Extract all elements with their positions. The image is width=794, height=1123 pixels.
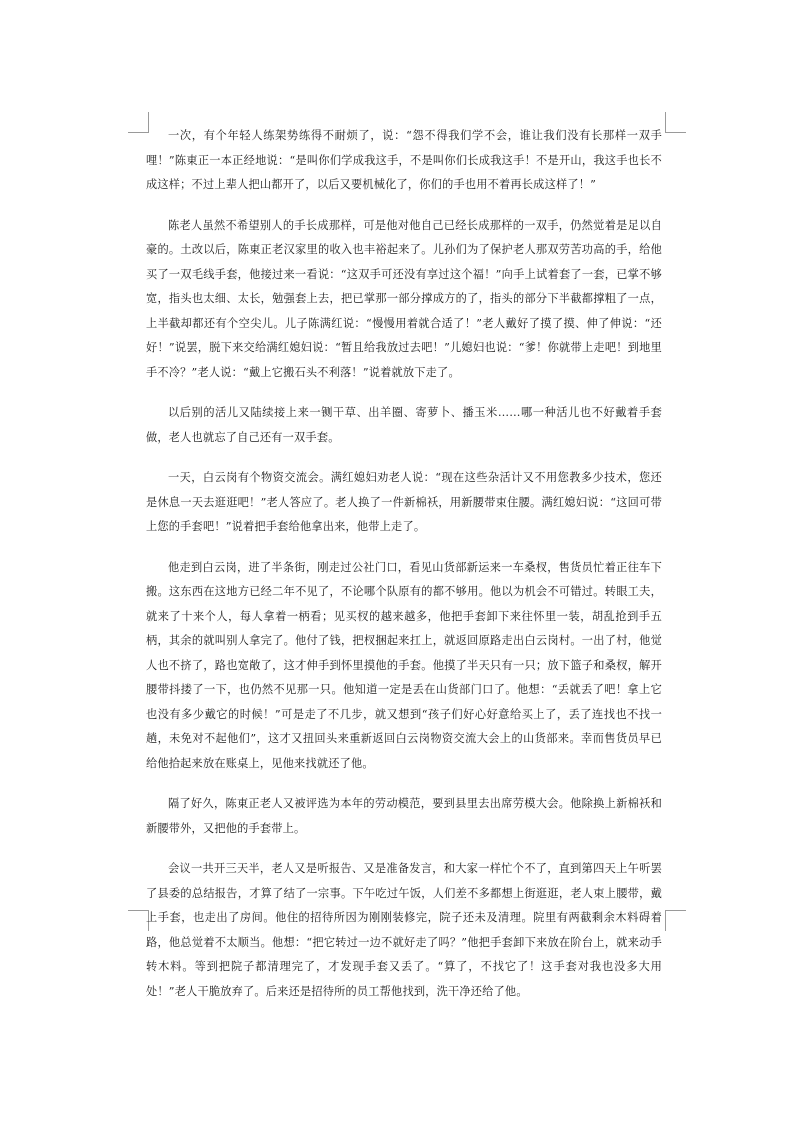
body-text bbox=[146, 124, 662, 1020]
paragraph-1: 一次，有个年轻人练架势练得不耐烦了，说：“怨不得我们学不会，谁让我们没有长那样一双手哩！”陈東正一本正经地说：“是叫你们学成我这手，不是叫你们长成我这手！不是开山，我这手也长不成这样；不过上辈人把山都开了，以后又要机械化了，你们的手也用不着再长成这样了！” bbox=[146, 129, 662, 191]
paragraph-2: 陈老人虽然不希望别人的手长成那样，可是他对他自己已经长成那样的一双手，仍然觉着是足以自豪的。土改以后，陈東正老汉家里的收入也丰裕起来了。儿孙们为了保护老人那双劳苦功高的手，给他买了一双毛线手套，他接过来一看说：“这双手可还没有享过这个福！”向手上试着套了一套，已掌不够宽，指头也太细、太长，勉强套上去，把已掌那一部分撑成方的了，指头的部分下半截都撑粗了一点，上半截却都还有个空尖儿。儿子陈满红说：“慢慢用着就合适了！”老人戴好了摸了摸、伸了伸说：“还好！”说罢，脱下来交给满红媳妇说：“暂且给我放过去吧！”儿媳妇也说：“爹！你就带上走吧！到地里手不冷？”老人说：“戴上它搬石头不利落！”说着就放下走了。 bbox=[146, 218, 662, 379]
paragraph-5: 他走到白云岗，进了半条街，刚走过公社门口，看见山货部新运来一车桑杈，售货员忙着正往车下搬。这东西在这地方已经二年不见了，不论哪个队原有的都不够用。他以为机会不可错过。转眼工夫，就来了十来个人，每人拿着一柄看；见买杈的越来越多，他把手套卸下来往怀里一装，胡乱抢到手五柄，其余的就叫别人拿完了。他付了钱，把杈捆起来扛上，就返回原路走出白云岗村。一出了村，他觉人也不挤了，路也宽敞了，这才伸手到怀里摸他的手套。他摸了半天只有一只；放下篮子和桑杈，解开腰带抖搂了一下，也仍然不见那一只。他知道一定是丢在山货部门口了。他想：“丢就丢了吧！拿上它也没有多少戴它的时候！”可是走了不几步，就又想到“孩子们好心好意给买上了，丢了连找也不找一趟，未免对不起他们”，这才又扭回头来重新返回白云岗物资交流大会上的山货部来。幸而售货员早已给他拾起来放在账桌上，见他来找就还了他。 bbox=[146, 560, 662, 770]
paragraph-4: 一天，白云岗有个物资交流会。满红媳妇劝老人说：“现在这些杂活计又不用您教多少技术，您还是休息一天去逛逛吧！”老人答应了。老人换了一件新棉袄，用新腰带束住腰。满红媳妇说：“这回可带上您的手套吧！”说着把手套给他拿出来，他带上走了。 bbox=[146, 471, 662, 533]
paragraph-3: 以后别的活儿又陆续接上来一铡干草、出羊圈、寄萝卜、播玉米……哪一种活儿也不好戴着手套做，老人也就忘了自己还有一双手套。 bbox=[146, 406, 662, 444]
crop-mark-top-right bbox=[665, 112, 686, 133]
crop-mark-bottom-right bbox=[665, 910, 686, 931]
paragraph-7: 会议一共开三天半，老人又是听报告、又是准备发言，和大家一样忙个不了，直到第四天上午听罢了县委的总结报告，才算了结了一宗事。下午吃过午饭，人们差不多都想上街逛逛，老人束上腰带，戴上手套，也走出了房间。他住的招待所因为刚刚装修完，院子还未及清理。院里有两截剩余木料碍着路，他总觉着不太顺当。他想：“把它转过一边不就好走了吗？”他把手套卸下来放在阶台上，就来动手转木料。等到把院子都清理完了，才发现手套又丢了。“算了，不找它了！这手套对我也没多大用处！”老人干脆放弃了。后来还是招待所的员工帮他找到，洗干净还给了他。 bbox=[146, 862, 662, 998]
paragraph-6: 隔了好久，陈東正老人又被评选为本年的劳动模范，要到县里去出席劳模大会。他除换上新棉袄和新腰带外，又把他的手套带上。 bbox=[146, 797, 662, 835]
